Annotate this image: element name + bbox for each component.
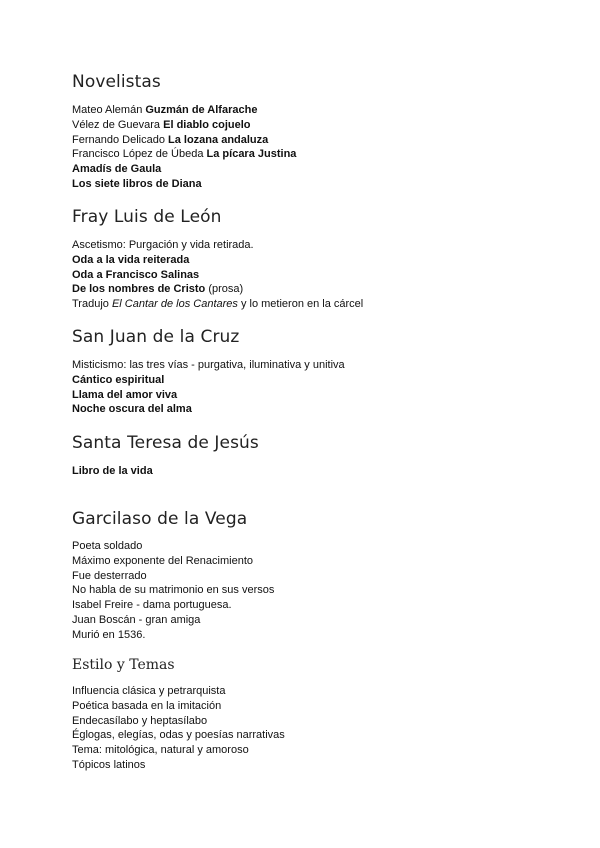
section-heading: Novelistas — [72, 72, 161, 92]
work-title: El diablo cojuelo — [163, 118, 251, 131]
work-title: Oda a Francisco Salinas — [72, 268, 200, 281]
work-title: La pícara Justina — [206, 148, 297, 161]
text-fragment: Tradujo — [72, 298, 112, 311]
list-item: Endecasílabo y heptasílabo — [72, 714, 208, 727]
section-heading: Santa Teresa de Jesús — [72, 433, 259, 453]
work-title: La lozana andaluza — [168, 133, 269, 146]
section-heading: Garcilaso de la Vega — [72, 509, 248, 529]
list-item: Máximo exponente del Renacimiento — [72, 554, 253, 567]
list-item: Poética basada en la imitación — [72, 699, 222, 712]
section-san-juan — [72, 327, 572, 417]
list-item — [72, 147, 572, 162]
subsection-heading: Estilo y Temas — [72, 657, 175, 673]
list-item: Isabel Freire - dama portuguesa. — [72, 599, 232, 612]
author-name: Mateo Alemán — [72, 104, 146, 116]
work-title: Cántico espiritual — [72, 373, 165, 386]
section-heading: San Juan de la Cruz — [72, 327, 240, 347]
list-item: Fue desterrado — [72, 569, 147, 582]
author-name: Fernando Delicado — [72, 133, 169, 146]
list-item — [72, 133, 572, 148]
work-title: Libro de la vida — [72, 465, 153, 477]
work-title: Llama del amor viva — [72, 388, 178, 401]
author-name: Francisco López de Úbeda — [72, 148, 207, 161]
section-heading: Fray Luis de León — [72, 207, 222, 227]
list-item — [72, 297, 572, 312]
work-title: Guzmán de Alfarache — [145, 104, 258, 116]
list-item: Tópicos latinos — [72, 758, 146, 771]
list-item: Tema: mitológica, natural y amoroso — [72, 744, 249, 757]
work-title: De los nombres de Cristo — [72, 283, 206, 296]
section-garcilaso — [72, 509, 572, 643]
section-santa-teresa — [72, 433, 572, 479]
author-name: Vélez de Guevara — [72, 118, 164, 131]
list-item: Poeta soldado — [72, 540, 143, 552]
list-item: Influencia clásica y petrarquista — [72, 685, 226, 697]
list-item — [72, 118, 572, 133]
work-title: Amadís de Gaula — [72, 163, 162, 176]
list-item: Églogas, elegías, odas y poesías narrativas — [72, 729, 285, 742]
list-item — [72, 282, 572, 297]
list-item: Murió en 1536. — [72, 628, 146, 641]
section-novelistas — [72, 72, 572, 192]
work-title: Los siete libros de Diana — [72, 177, 202, 190]
work-title: Oda a la vida reiterada — [72, 253, 190, 266]
work-title: Noche oscura del alma — [72, 403, 192, 416]
list-item — [72, 103, 572, 118]
list-item: No habla de su matrimonio en sus versos — [72, 584, 275, 597]
section-estilo-temas — [72, 656, 572, 773]
list-item: Ascetismo: Purgación y vida retirada. — [72, 239, 254, 251]
section-fray-luis — [72, 207, 572, 312]
work-title-italic: El Cantar de los Cantares — [111, 298, 238, 311]
list-item: Misticismo: las tres vías - purgativa, iluminativa y unitiva — [72, 359, 345, 371]
text-fragment: y lo metieron en la cárcel — [237, 298, 364, 311]
list-item: Juan Boscán - gran amiga — [72, 613, 201, 626]
work-note: (prosa) — [205, 283, 244, 296]
